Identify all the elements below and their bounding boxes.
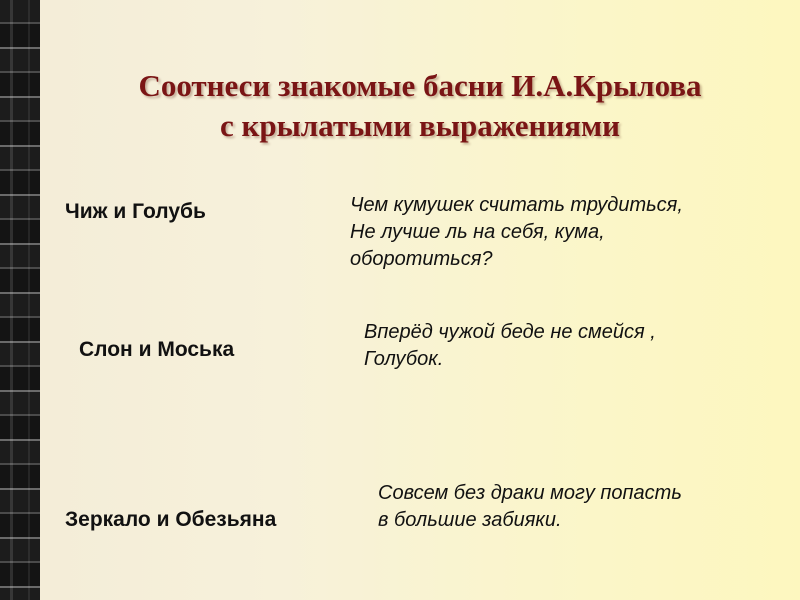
slide-title-line-2: с крылатыми выражениями <box>219 108 621 143</box>
catchphrase-line: Вперёд чужой беде не смейся , <box>364 321 656 343</box>
catchphrase <box>378 480 682 534</box>
fable-title: Слон и Моська <box>79 338 235 361</box>
catchphrase-line: в большие забияки. <box>378 509 562 531</box>
fable-title: Зеркало и Обезьяна <box>65 508 277 531</box>
decorative-side-bar <box>0 0 40 600</box>
catchphrase <box>364 319 656 373</box>
slide-title <box>40 66 800 146</box>
catchphrase-line: оборотиться? <box>350 248 493 270</box>
catchphrase-line: Голубок. <box>364 348 444 370</box>
fable-title: Чиж и Голубь <box>65 200 206 223</box>
catchphrase-line: Совсем без драки могу попасть <box>378 482 682 504</box>
side-bar-highlight-secondary <box>28 0 30 600</box>
side-bar-highlight <box>10 0 13 600</box>
catchphrase-line: Не лучше ль на себя, кума, <box>350 221 605 243</box>
catchphrase <box>350 192 683 273</box>
catchphrase-line: Чем кумушек считать трудиться, <box>350 194 683 216</box>
slide-title-line-1: Соотнеси знакомые басни И.А.Крылова <box>138 68 702 103</box>
